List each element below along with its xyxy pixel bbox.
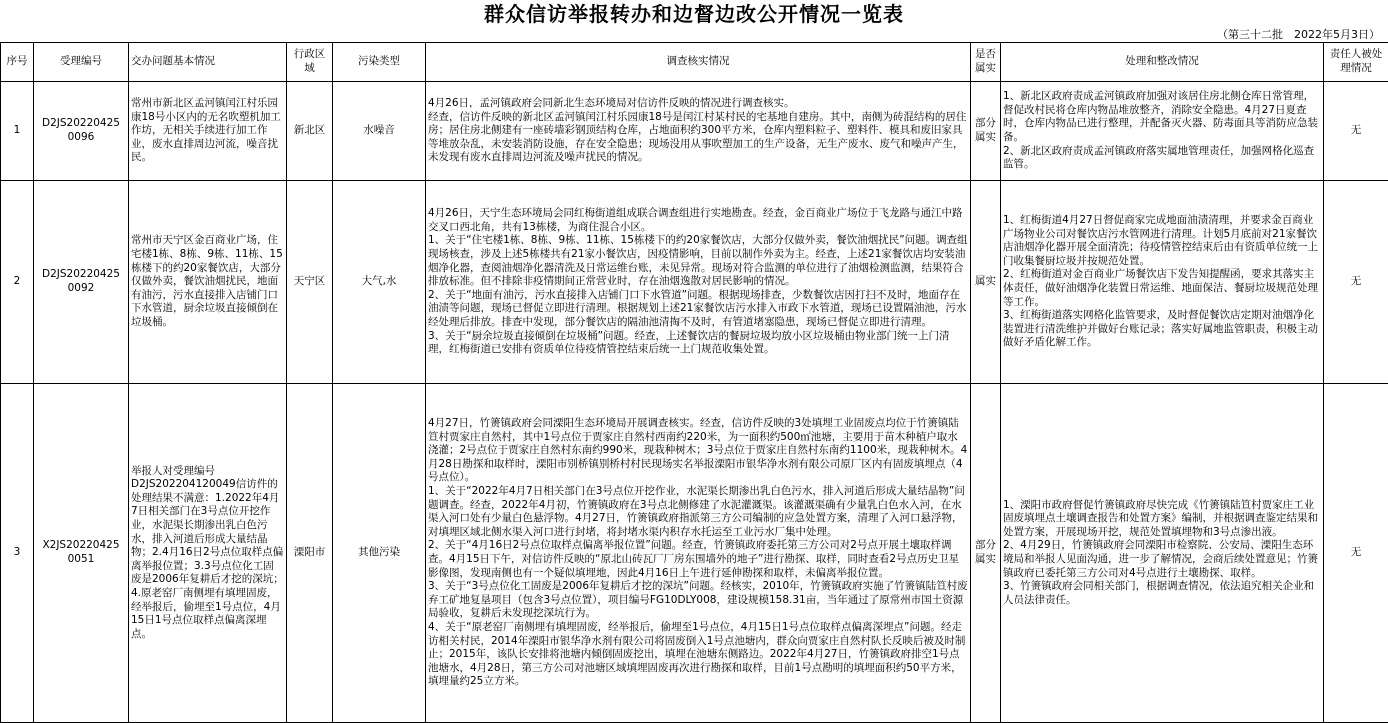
cell-verified: 属实	[971, 181, 1001, 384]
cell-handling: 1、新北区政府责成孟河镇政府加强对该居住房北侧仓库日常管理，督促改村民将仓库内物品堆放整齐，消除安全隐患。4月27日夏查时，仓库内物品已进行整理，并配备灭火器、防毒面具等消防应急装备。 2、新北区政府责成孟河镇政府落实属地管理责任，加强网格化巡查监管。	[1001, 82, 1324, 181]
cell-handling: 1、溧阳市政府督促竹箦镇政府尽快完成《竹箦镇陆笪村贾家庄工业固废填埋点土壤调查报告和处置方案》编制，并根据调查鉴定结果和处置方案，开展现场开挖，规范处置填埋物和3号点渗出液。 2、4月29日，竹箦镇政府会同溧阳市检察院、公安局、溧阳生态环境局和举报人见面沟通，进一步了解情况，会商后续处置意见；竹箦镇政府已委托第三方公司对4号点进行土壤勘探、取样。 3、竹箦镇政府会同相关部门，根据调查情况，依法追究相关企业和人员法律责任。	[1001, 384, 1324, 723]
header-accountability: 责任人被处理情况	[1324, 43, 1388, 82]
batch-info: （第三十二批 2022年5月3日）	[0, 28, 1388, 42]
cell-code: D2JS20220425 0092	[34, 181, 129, 384]
cell-verified: 部分属实	[971, 384, 1001, 723]
header-code: 受理编号	[34, 43, 129, 82]
cell-district: 溧阳市	[287, 384, 333, 723]
header-issue: 交办问题基本情况	[129, 43, 287, 82]
cell-issue: 常州市新北区孟河镇闰江村乐园康18号小区内的无名吹塑机加工作坊，无相关手续进行加工作业，废水直排周边河流，噪音扰民。	[129, 82, 287, 181]
cell-no: 3	[1, 384, 34, 723]
header-handling: 处理和整改情况	[1001, 43, 1324, 82]
cell-issue: 举报人对受理编号D2JS202204120049信访件的处理结果不满意：1.2022年4月7日相关部门在3号点位开挖作业，水泥渠长期渗出乳白色污水，排入河道后形成大量结晶物；2.4月16日2号点位取样点偏离举报位置；3.3号点位化工固废是2006年复耕后才挖的深坑；4.原老窑厂南侧埋有填埋固废，经举报后，偷埋至1号点位，4月15日1号点位取样点偏离深埋点。	[129, 384, 287, 723]
header-no: 序号	[1, 43, 34, 82]
cell-code: D2JS20220425 0096	[34, 82, 129, 181]
table-row	[1, 82, 1388, 181]
cell-handling: 1、红梅街道4月27日督促商家完成地面油渍清理，并要求金百商业广场物业公司对餐饮店污水管网进行清理。计划5月底前对21家餐饮店油烟净化器开展全面清洗；待疫情管控结束后由有资质单位统一上门收集餐厨垃圾并按规范处置。 2、红梅街道对金百商业广场餐饮店下发告知提醒函，要求其落实主体责任，做好油烟净化装置日常运维、地面保洁、餐厨垃圾规范处理等工作。 3、红梅街道落实网格化监管要求，及时督促餐饮店定期对油烟净化装置进行清洗维护并做好台账记录；落实好属地监管职责，积极主动做好矛盾化解工作。	[1001, 181, 1324, 384]
cell-finding: 4月27日，竹箦镇政府会同溧阳生态环境局开展调查核实。经查，信访件反映的3处填埋工业固废点均位于竹箦镇陆笪村贾家庄自然村，其中1号点位于贾家庄自然村西南约220米，为一面积约500㎡池塘，主要用于苗木种植户取水浇灌；2号点位于贾家庄自然村东南约990米，现栽种树木；3号点位于贾家庄自然村东南约1100米，现栽种树木。4月28日勘探和取样时，溧阳市别桥镇别桥村村民现场实名举报溧阳市银华净水剂有限公司原厂区内有固废填埋点（4号点位）。 1、关于“2022年4月7日相关部门在3号点位开挖作业，水泥渠长期渗出乳白色污水，排入河道后形成大量结晶物”问题调查。经查，2022年4月初，竹箦镇政府在3号点北侧修建了水泥灌溉渠。该灌溉渠确有少量乳白色水入河，在水渠入河口处有少量白色悬浮物。4月27日，竹箦镇政府指派第三方公司编制的应急处置方案，清理了入河口悬浮物，对填埋区域北侧水渠入河口进行封堵，将封堵水渠内积存水托运至工业污水厂集中处理。 2、关于“4月16日2号点位取样点偏离举报位置”问题。经查，竹箦镇政府委托第三方公司对2号点开展土壤取样调查。4月15日下午，对信访件反映的“原北山砖瓦厂厂房东围墙外的地子”进行勘探、取样，同时查看2号点历史卫星影像图，发现南侧也有一个疑似填埋地，因此4月16日上午进行延伸勘探和取样，未偏离举报位置。 3、关于“3号点位化工固废是2006年复耕后才挖的深坑”问题。经核实，2010年，竹箦镇政府实施了竹箦镇陆笪村废弃工矿地复垦项目（包含3号点位置），项目编号FG10DLY008，建设规模158.31亩，当年通过了原常州市国土资源局验收，复耕后未发现挖深坑行为。 4、关于“原老窑厂南侧埋有填埋固废，经举报后，偷埋至1号点位，4月15日1号点位取样点偏离深埋点”问题。经走访相关村民，2014年溧阳市银华净水剂有限公司将固废倒入1号点池塘内，群众向贾家庄自然村队长反映后被及时制止；2015年，该队长安排将池塘内倾倒固废挖出，填埋在池塘东侧路边。2022年4月27日，竹箦镇政府排空1号点池塘水，4月28日，第三方公司对池塘区域填埋固废再次进行勘探和取样，目前1号点勘明的填埋面积约50平方米，填埋量约25立方米。	[426, 384, 971, 723]
cell-type: 其他污染	[333, 384, 426, 723]
cell-code: X2JS20220425 0051	[34, 384, 129, 723]
cell-issue: 常州市天宁区金百商业广场，住宅楼1栋、8栋、9栋、11栋、15栋楼下的约20家餐饮店，大部分仅做外卖，餐饮油烟扰民，地面有油污，污水直接排入店铺门口下水管道，厨余垃圾直接倾倒在垃圾桶。	[129, 181, 287, 384]
cell-district: 新北区	[287, 82, 333, 181]
cell-finding: 4月26日，孟河镇政府会同新北生态环境局对信访件反映的情况进行调查核实。 经查，信访件反映的新北区孟河镇闰江村乐园康18号是闰江村某村民的宅基地自建房。其中，南侧为砖混结构的居住房；居住房北侧建有一座砖墙彩钢顶结构仓库，占地面积约300平方米，仓库内塑料粒子、塑料件、模具和废旧家具等堆放杂乱，未安装消防设施，存在安全隐患；现场没用从事吹塑加工的生产设备，无生产废水、废气和噪声产生，未发现有废水直排周边河流及噪声扰民的情况。	[426, 82, 971, 181]
header-type: 污染类型	[333, 43, 426, 82]
cell-finding: 4月26日，天宁生态环境局会同红梅街道组成联合调查组进行实地勘查。经查，金百商业广场位于飞龙路与通江中路交叉口西北角，共有13栋楼，为商住混合小区。 1、关于“住宅楼1栋、8栋、9栋、11栋、15栋楼下的约20家餐饮店，大部分仅做外卖，餐饮油烟扰民”问题。调查组现场核查，涉及上述5栋楼共有21家小餐饮店，因疫情影响，目前以制作外卖为主。经查，上述21家餐饮店均安装油烟净化器，查阅油烟净化器清洗及日常运维台账，未见异常。现场对符合监测的单位进行了油烟检测监测，结果符合排放标准。但不排除非疫情期间正常营业时，存在油烟逸散对居民影响的情况。 2、关于“地面有油污，污水直接排入店铺门口下水管道”问题。根据现场排查，少数餐饮店因打扫不及时，地面存在油渍等问题，现场已督促立即进行清理。根据规划上述21家餐饮店污水排入市政下水管道，现场已设置隔油池，污水经处理后排放。排查中发现，部分餐饮店的隔油池清掏不及时，有管道堵塞隐患，现场已督促立即进行清理。 3、关于“厨余垃圾直接倾倒在垃圾桶”问题。经查，上述餐饮店的餐厨垃圾均放小区垃圾桶由物业部门统一上门清理，红梅街道已安排有资质单位待疫情管控结束后统一上门规范收集处置。	[426, 181, 971, 384]
cell-type: 水噪音	[333, 82, 426, 181]
cell-no: 2	[1, 181, 34, 384]
table-row	[1, 384, 1388, 723]
cell-verified: 部分属实	[971, 82, 1001, 181]
cell-no: 1	[1, 82, 34, 181]
cell-accountability: 无	[1324, 82, 1388, 181]
cell-district: 天宁区	[287, 181, 333, 384]
header-finding: 调查核实情况	[426, 43, 971, 82]
cell-accountability: 无	[1324, 181, 1388, 384]
table-row	[1, 181, 1388, 384]
page-title: 群众信访举报转办和边督边改公开情况一览表	[0, 0, 1388, 28]
table-header-row	[1, 43, 1388, 82]
header-district: 行政区域	[287, 43, 333, 82]
cell-type: 大气,水	[333, 181, 426, 384]
cell-accountability: 无	[1324, 384, 1388, 723]
report-table	[0, 42, 1388, 723]
header-verified: 是否属实	[971, 43, 1001, 82]
